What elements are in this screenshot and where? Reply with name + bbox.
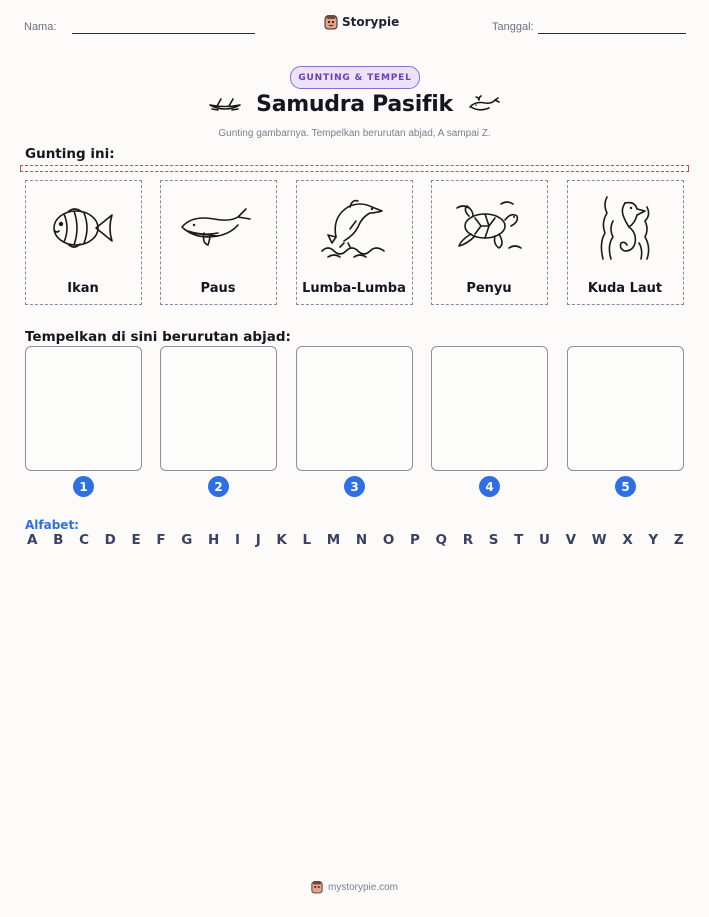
cutout-label: Ikan xyxy=(67,281,99,296)
alphabet-letter: A xyxy=(27,532,38,548)
instructions: Gunting gambarnya. Tempelkan berurutan abjad, A sampai Z. xyxy=(218,128,491,139)
dolphin-icon xyxy=(314,195,394,261)
paste-slot[interactable] xyxy=(25,346,142,471)
footer xyxy=(0,880,709,894)
whale-icon xyxy=(467,95,501,115)
date-field[interactable] xyxy=(538,33,686,34)
paste-slot[interactable] xyxy=(160,346,277,471)
activity-badge: GUNTING & TEMPEL xyxy=(290,66,420,89)
slot-number: 5 xyxy=(615,476,636,497)
paste-slot[interactable] xyxy=(296,346,413,471)
storypie-mascot-icon xyxy=(324,14,338,30)
brand-logo xyxy=(324,14,399,30)
alphabet-letter: X xyxy=(622,532,633,548)
footer-url[interactable]: mystorypie.com xyxy=(327,881,398,893)
cutout-card[interactable] xyxy=(296,180,413,305)
turtle-icon xyxy=(453,198,525,258)
paste-slot[interactable] xyxy=(431,346,548,471)
paste-heading: Tempelkan di sini berurutan abjad: xyxy=(25,329,291,345)
page-title: Samudra Pasifik xyxy=(256,92,453,117)
alphabet-letter: I xyxy=(235,532,241,548)
alphabet-letter: U xyxy=(539,532,550,548)
slot-number: 4 xyxy=(479,476,500,497)
alphabet-row xyxy=(27,532,684,548)
slot-number: 1 xyxy=(73,476,94,497)
paste-slot[interactable] xyxy=(567,346,684,471)
alphabet-heading: Alfabet: xyxy=(25,518,79,532)
whale-icon xyxy=(178,203,258,253)
storypie-mascot-icon xyxy=(311,880,323,894)
alphabet-letter: H xyxy=(208,532,220,548)
alphabet-letter: R xyxy=(462,532,474,548)
slot-number: 3 xyxy=(344,476,365,497)
alphabet-letter: Z xyxy=(673,532,684,548)
alphabet-letter: M xyxy=(326,532,341,548)
alphabet-letter: V xyxy=(565,532,577,548)
alphabet-letter: J xyxy=(255,532,261,548)
alphabet-letter: P xyxy=(409,532,420,548)
name-field[interactable] xyxy=(72,33,255,34)
alphabet-letter: E xyxy=(131,532,141,548)
alphabet-letter: C xyxy=(79,532,89,548)
alphabet-letter: K xyxy=(276,532,287,548)
fish-icon xyxy=(48,198,118,258)
cutout-label: Paus xyxy=(200,281,236,296)
alphabet-letter: D xyxy=(104,532,116,548)
alphabet-letter: W xyxy=(591,532,607,548)
alphabet-letter: Y xyxy=(648,532,659,548)
alphabet-letter: B xyxy=(53,532,64,548)
cutout-card[interactable] xyxy=(567,180,684,305)
alphabet-letter: F xyxy=(156,532,166,548)
cutout-label: Penyu xyxy=(466,281,512,296)
alphabet-letter: N xyxy=(355,532,368,548)
alphabet-letter: Q xyxy=(435,532,448,548)
cutout-card[interactable] xyxy=(25,180,142,305)
date-label: Tanggal: xyxy=(492,21,534,33)
alphabet-letter: G xyxy=(181,532,193,548)
name-label: Nama: xyxy=(24,21,57,33)
brand-name: Storypie xyxy=(342,15,400,29)
cutout-card[interactable] xyxy=(431,180,548,305)
cutout-label: Lumba-Lumba xyxy=(302,281,406,296)
title-row xyxy=(0,92,709,117)
seahorse-icon xyxy=(595,193,655,263)
cut-line xyxy=(20,165,689,172)
canoe-icon xyxy=(208,96,242,114)
cutout-card[interactable] xyxy=(160,180,277,305)
slot-number: 2 xyxy=(208,476,229,497)
cutout-label: Kuda Laut xyxy=(587,281,663,296)
alphabet-letter: T xyxy=(514,532,524,548)
cut-heading: Gunting ini: xyxy=(25,146,115,162)
alphabet-letter: L xyxy=(302,532,312,548)
alphabet-letter: O xyxy=(382,532,395,548)
alphabet-letter: S xyxy=(488,532,499,548)
